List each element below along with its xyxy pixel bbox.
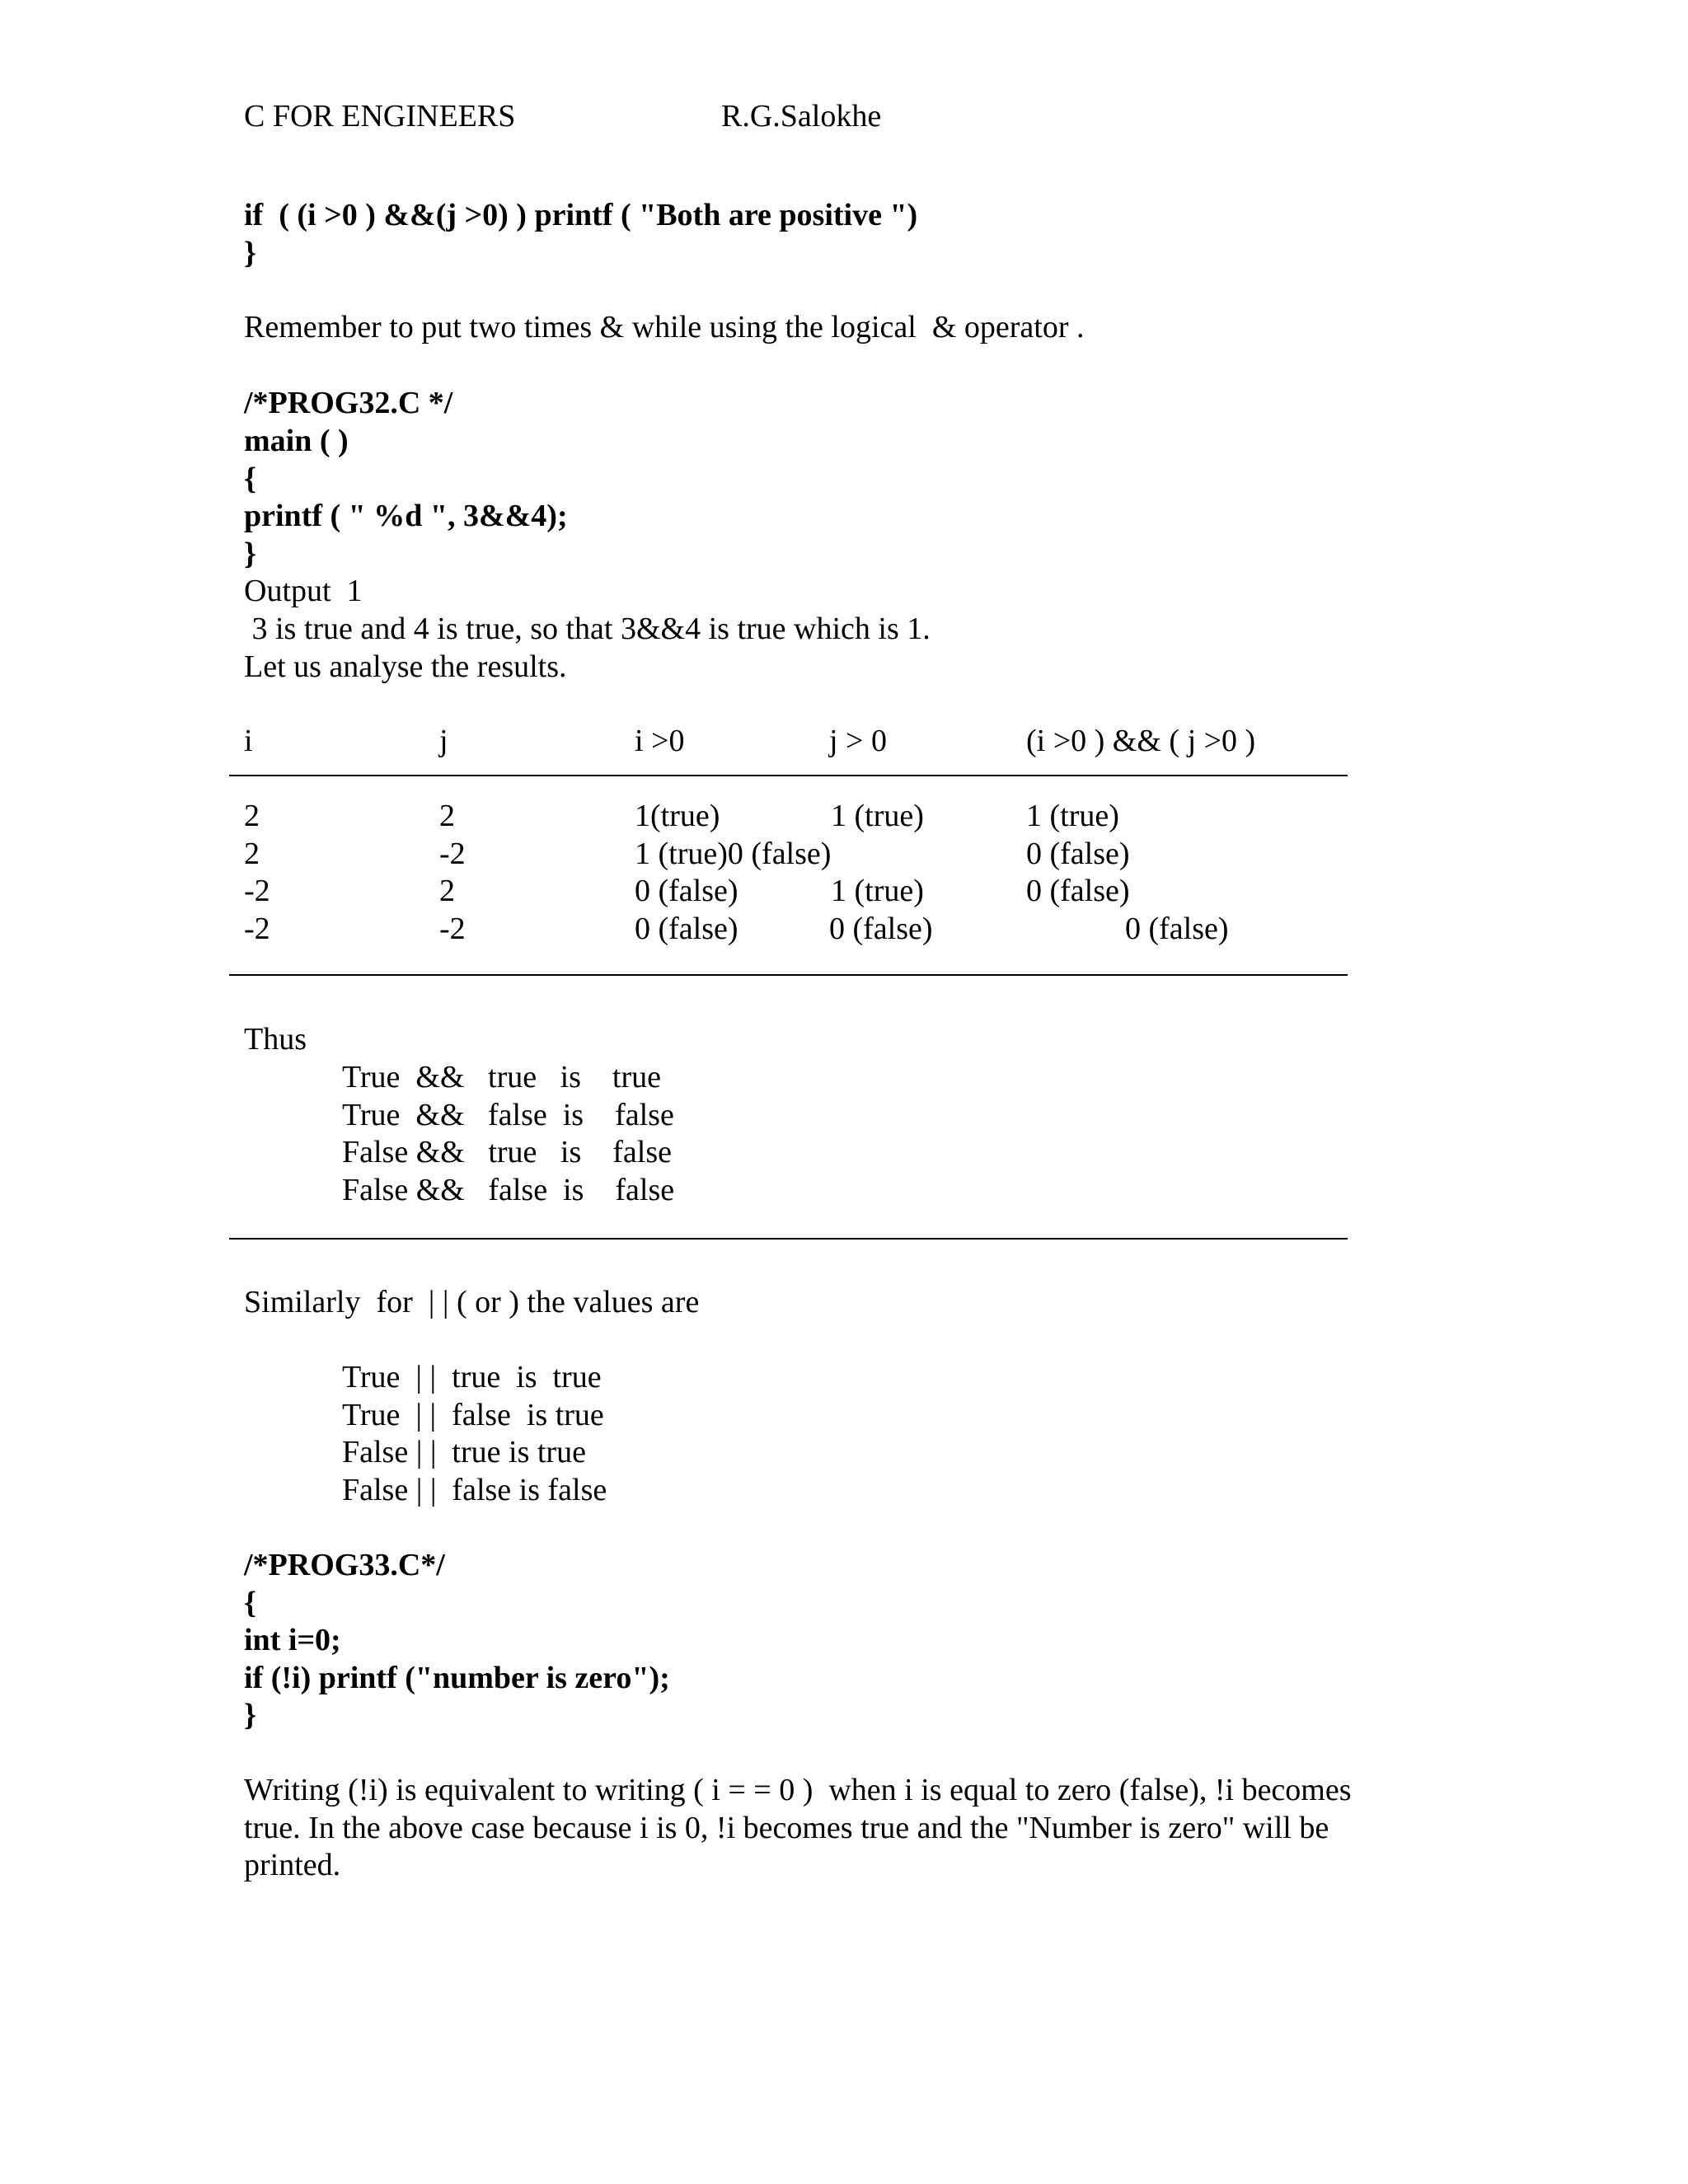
or-truth-line: False | | true is true bbox=[342, 1435, 586, 1469]
closing-line: Writing (!i) is equivalent to writing ( i = = 0 ) when i is equal to zero (false), !i becomes bbox=[244, 1773, 1352, 1807]
cell-result: 0 (false) bbox=[1125, 912, 1229, 946]
cell-i: 2 bbox=[244, 799, 260, 833]
prog33-line: if (!i) printf ("number is zero"); bbox=[244, 1661, 670, 1695]
prog32-line: /*PROG32.C */ bbox=[244, 386, 453, 420]
and-truth-line: True && false is false bbox=[342, 1098, 674, 1132]
cell-result: 1 (true) bbox=[1026, 799, 1119, 833]
cell-i: 2 bbox=[244, 837, 260, 871]
closing-line: true. In the above case because i is 0, !i becomes true and the "Number is zero" will be bbox=[244, 1811, 1329, 1845]
cell-result: 0 (false) bbox=[1026, 874, 1130, 908]
prog33-line: int i=0; bbox=[244, 1623, 341, 1657]
cell-i-positive: 1 (true)0 (false) bbox=[635, 837, 832, 871]
cell-i-positive: 1(true) bbox=[635, 799, 720, 833]
section-rule bbox=[229, 1238, 1348, 1240]
table-top-rule bbox=[229, 775, 1348, 776]
cell-j: 2 bbox=[439, 799, 455, 833]
prog32-line: main ( ) bbox=[244, 424, 349, 458]
table-header-i-positive: i >0 bbox=[635, 724, 685, 758]
remember-note: Remember to put two times & while using the logical & operator . bbox=[244, 310, 1085, 344]
prog33-line: } bbox=[244, 1698, 256, 1732]
closing-line: printed. bbox=[244, 1848, 341, 1882]
prog33-line: /*PROG33.C*/ bbox=[244, 1548, 445, 1582]
cell-j-positive: 1 (true) bbox=[831, 874, 924, 908]
cell-j: 2 bbox=[439, 874, 455, 908]
prog32-line: } bbox=[244, 537, 256, 571]
prog32-line: printf ( " %d ", 3&&4); bbox=[244, 499, 568, 533]
cell-i: -2 bbox=[244, 874, 270, 908]
cell-j: -2 bbox=[439, 912, 466, 946]
cell-j-positive: 1 (true) bbox=[831, 799, 924, 833]
cell-i-positive: 0 (false) bbox=[635, 912, 738, 946]
table-header-j: j bbox=[439, 724, 448, 758]
header-author: R.G.Salokhe bbox=[721, 99, 882, 134]
or-intro: Similarly for | | ( or ) the values are bbox=[244, 1285, 700, 1319]
thus-label: Thus bbox=[244, 1022, 307, 1057]
or-truth-line: True | | false is true bbox=[342, 1398, 604, 1432]
or-truth-line: True | | true is true bbox=[342, 1360, 602, 1394]
prog33-line: { bbox=[244, 1586, 256, 1620]
cell-j: -2 bbox=[439, 837, 466, 871]
and-truth-line: False && false is false bbox=[342, 1173, 675, 1207]
or-truth-line: False | | false is false bbox=[342, 1473, 607, 1507]
analyse-text: Let us analyse the results. bbox=[244, 649, 567, 684]
cell-j-positive: 0 (false) bbox=[829, 912, 933, 946]
header-title: C FOR ENGINEERS bbox=[244, 99, 516, 134]
table-header-i: i bbox=[244, 724, 253, 758]
table-header-j-positive: j > 0 bbox=[829, 724, 887, 758]
cell-i: -2 bbox=[244, 912, 270, 946]
table-header-result: (i >0 ) && ( j >0 ) bbox=[1026, 724, 1256, 758]
output-label: Output 1 bbox=[244, 574, 363, 608]
and-truth-line: True && true is true bbox=[342, 1060, 662, 1094]
prog32-line: { bbox=[244, 462, 256, 496]
output-explanation: 3 is true and 4 is true, so that 3&&4 is true which is 1. bbox=[244, 612, 931, 646]
table-bottom-rule bbox=[229, 974, 1348, 976]
cell-i-positive: 0 (false) bbox=[635, 874, 738, 908]
code-line: } bbox=[244, 236, 256, 270]
code-line: if ( (i >0 ) &&(j >0) ) printf ( "Both are positive ") bbox=[244, 198, 918, 232]
cell-result: 0 (false) bbox=[1026, 837, 1130, 871]
and-truth-line: False && true is false bbox=[342, 1135, 672, 1169]
